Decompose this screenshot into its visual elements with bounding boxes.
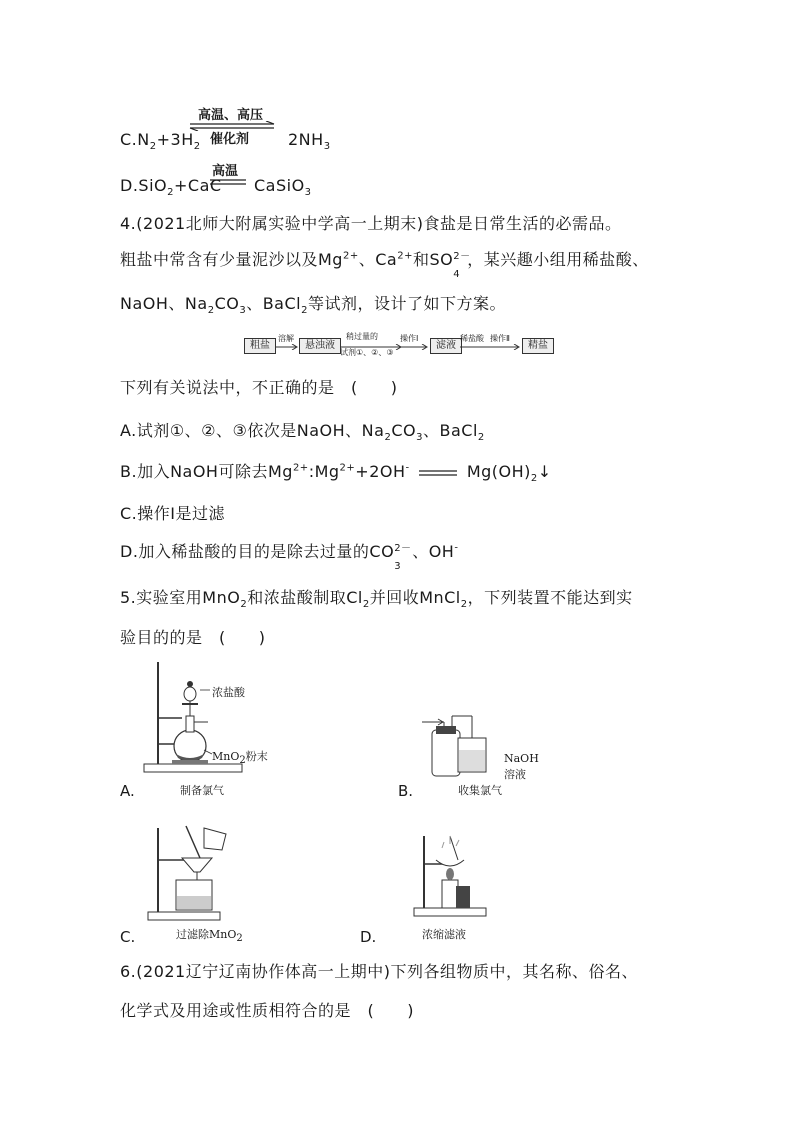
arrow-right-icon [460,344,520,350]
purification-flowchart [244,332,558,358]
arrow-right-icon [400,344,428,350]
apparatus-a-caption: 制备氯气 [180,784,224,797]
apparatus-c-option-label[interactable]: C. [120,928,136,946]
q4-option-a[interactable]: A.试剂①、②、③依次是NaOH、$Na_2CO_3$、BaCl$_2$ [120,421,485,444]
flow-label-dilute-hcl: 稀盐酸 [460,334,484,343]
q4-stem-line-3: NaOH、$Na_2CO_3$、BaCl$_2$等试剂，设计了如下方案。 [120,294,506,317]
flow-box-refined-salt: 精盐 [522,338,554,354]
q4-question: 下列有关说法中，不正确的是 ( ) [120,378,398,397]
q3-d-condition-top: 高温 [212,164,239,179]
q4-option-c[interactable]: C.操作Ⅰ是过滤 [120,504,225,523]
apparatus-b-label-naoh: NaOH [504,752,539,765]
flow-label-operation-1: 操作Ⅰ [400,334,419,343]
q4-option-d[interactable]: D.加入稀盐酸的目的是除去过量的CO 2－ 3 、OH- [120,542,459,572]
flow-label-operation-2: 操作Ⅱ [490,334,510,343]
equals-sign-icon [419,469,457,477]
apparatus-d-caption: 浓缩滤液 [422,928,466,941]
apparatus-c-filtration [144,818,244,922]
apparatus-d-evaporation [410,826,490,922]
q3-option-c[interactable]: $C.N_2+3H_2$ [120,130,201,153]
flow-label-excess: 稍过量的 [346,332,378,341]
flow-box-crude-salt: 粗盐 [244,338,276,354]
q4-option-b[interactable]: B.加入NaOH可除去$Mg^{2+}:Mg^{2+}+2OH^-$ $Mg(OH)_2↓$ [120,462,552,485]
q5-stem-line-1: 5.实验室用MnO$_2$和浓盐酸制取$Cl_2$并回收MnCl$_2$，下列装置不能达到实 [120,588,633,611]
apparatus-a-label-acid: 浓盐酸 [212,686,245,699]
q3-c-condition-top: 高温、高压 [198,108,264,123]
q4-stem-line-1: 4.(2021北师大附属实验中学高一上期末)食盐是日常生活的必需品。 [120,214,622,233]
flow-label-reagents: 试剂①、②、③ [340,348,394,357]
apparatus-b-option-label[interactable]: B. [398,782,414,800]
flow-box-suspension: 悬浊液 [299,338,341,354]
q3-d-product: CaSiO$_3$ [254,176,312,199]
apparatus-d-option-label[interactable]: D. [360,928,377,946]
q4-stem-line-2: 粗盐中常含有少量泥沙以及$Mg^{2+}$、$Ca^{2+}$和SO 2－ 4 ，某兴趣小组用稀盐酸、 [120,250,649,280]
flow-box-filtrate: 滤液 [430,338,462,354]
apparatus-a-label-mno2: MnO$_2$粉末 [212,750,268,767]
q6-stem-line-2: 化学式及用途或性质相符合的是 ( ) [120,1001,414,1020]
q5-stem-line-2: 验目的的是 ( ) [120,628,266,647]
flow-label-dissolve: 溶解 [278,334,294,343]
apparatus-c-caption: 过滤除MnO$_2$ [176,928,243,945]
q3-c-product: $2NH_3$ [288,130,331,153]
equals-sign-icon [210,178,246,186]
arrow-right-icon [276,344,298,350]
apparatus-b-caption: 收集氯气 [458,784,502,797]
q6-stem-line-1: 6.(2021辽宁辽南协作体高一上期中)下列各组物质中，其名称、俗名、 [120,962,638,981]
q3-c-condition-bottom: 催化剂 [210,132,250,147]
apparatus-b-label-solution: 溶液 [504,768,526,781]
apparatus-a-option-label[interactable]: A. [120,782,135,800]
q3-option-d[interactable]: D.SiO$_2$+CaC [120,176,222,199]
